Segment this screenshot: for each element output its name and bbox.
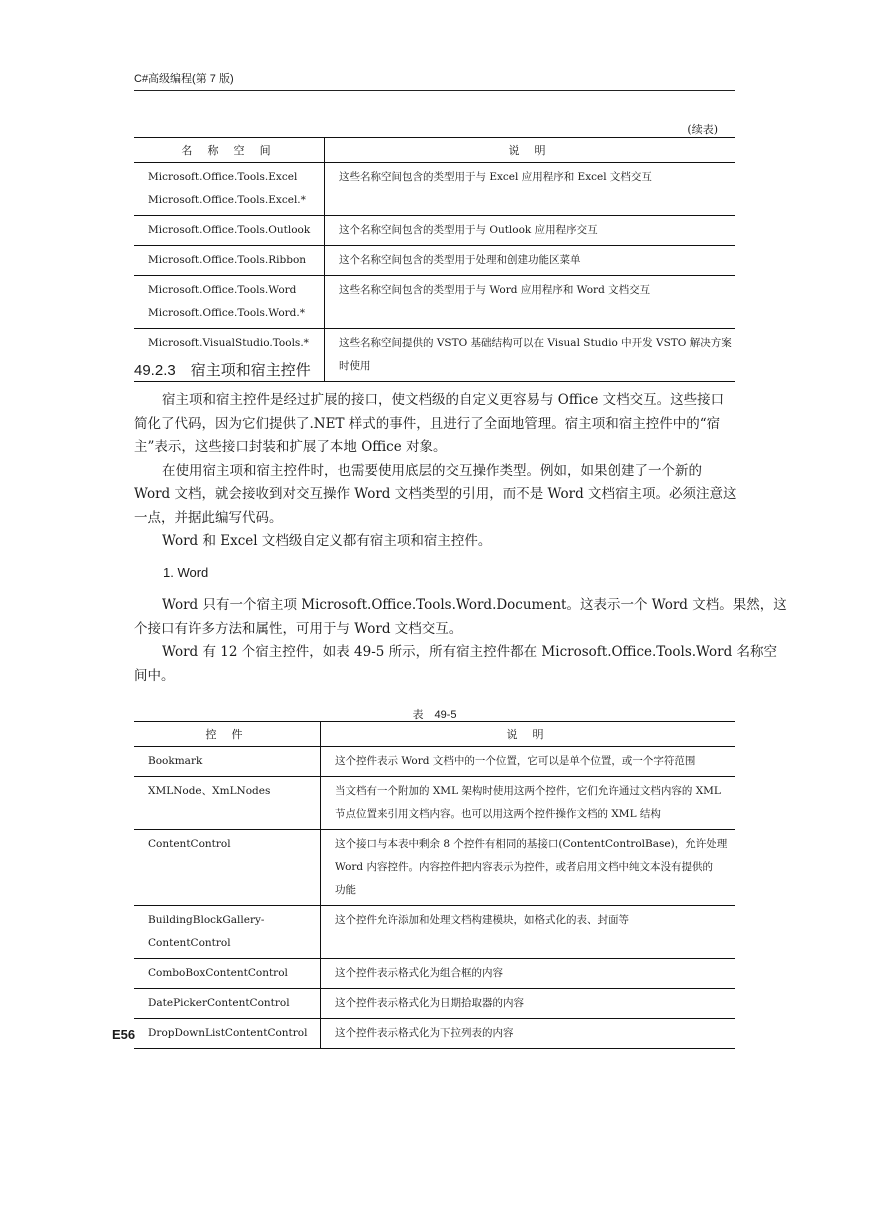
cell-line: 这些名称空间提供的 VSTO 基础结构可以在 Visual Studio 中开发 VSTO 解决方案	[339, 337, 732, 349]
table-row	[134, 830, 735, 906]
cell-line: 功能	[335, 884, 356, 896]
cell-name	[134, 959, 321, 989]
column-header-description: 说 明	[325, 138, 736, 163]
cell-line: 这个控件表示 Word 文档中的一个位置，它可以是单个位置，或一个字符范围	[335, 755, 696, 767]
paragraph-line: 主”表示，这些接口封装和扩展了本地 Office 对象。	[134, 439, 447, 455]
subsection-heading-word: 1. Word	[163, 565, 209, 580]
cell-name	[134, 989, 321, 1019]
cell-line: 这个控件表示格式化为组合框的内容	[335, 967, 503, 979]
cell-description	[321, 989, 736, 1019]
cell-description	[325, 216, 736, 246]
host-control-table	[134, 721, 735, 1049]
cell-description	[325, 163, 736, 216]
paragraph-line: Word 文档，就会接收到对交互操作 Word 文档类型的引用，而不是 Word 文档宿主项。必须注意这	[134, 486, 737, 502]
cell-description	[325, 329, 736, 382]
cell-description	[321, 747, 736, 777]
cell-line: ContentControl	[148, 838, 231, 850]
cell-line: BuildingBlockGallery-	[148, 914, 265, 926]
cell-line: XMLNode、XmLNodes	[148, 785, 271, 797]
table-row	[134, 747, 735, 777]
cell-description	[321, 959, 736, 989]
paragraph-line: 宿主项和宿主控件是经过扩展的接口，使文档级的自定义更容易与 Office 文档交互。这些接口	[162, 392, 725, 408]
cell-line: 时使用	[339, 360, 371, 372]
paragraph-line: Word 只有一个宿主项 Microsoft.Office.Tools.Word.Document。这表示一个 Word 文档。果然，这	[162, 597, 787, 613]
table-row	[134, 959, 735, 989]
header-rule	[134, 90, 735, 91]
paragraph-line: 间中。	[134, 667, 175, 684]
cell-name	[134, 216, 325, 246]
cell-description	[325, 276, 736, 329]
table-row	[134, 216, 735, 246]
namespace-table	[134, 137, 735, 382]
cell-description	[321, 1019, 736, 1049]
cell-description	[321, 830, 736, 906]
cell-line: Word 内容控件。内容控件把内容表示为控件，或者启用文档中纯文本没有提供的	[335, 861, 713, 873]
cell-line: Microsoft.Office.Tools.Word.*	[148, 307, 305, 319]
cell-line: ContentControl	[148, 937, 231, 949]
cell-description	[325, 246, 736, 276]
paragraph-line: Word 和 Excel 文档级自定义都有宿主项和宿主控件。	[162, 533, 492, 549]
cell-line: DropDownListContentControl	[148, 1027, 308, 1039]
cell-line: 节点位置来引用文档内容。也可以用这两个控件操作文档的 XML 结构	[335, 808, 661, 820]
cell-line: Microsoft.Office.Tools.Excel	[148, 171, 298, 183]
cell-line: DatePickerContentControl	[148, 997, 290, 1009]
running-header-title: C#高级编程(第 7 版)	[134, 73, 234, 85]
cell-name	[134, 246, 325, 276]
cell-description	[321, 906, 736, 959]
table-row	[134, 276, 735, 329]
table-row	[134, 989, 735, 1019]
paragraph-line: 在使用宿主项和宿主控件时，也需要使用底层的交互操作类型。例如，如果创建了一个新的	[162, 462, 702, 479]
cell-line: ComboBoxContentControl	[148, 967, 288, 979]
table-row	[134, 777, 735, 830]
paragraph-line: 一点，并据此编写代码。	[134, 509, 283, 526]
cell-line: 这个控件表示格式化为下拉列表的内容	[335, 1027, 514, 1039]
cell-description	[321, 777, 736, 830]
cell-line: Bookmark	[148, 755, 203, 767]
column-header-control: 控 件	[134, 722, 321, 747]
cell-line: 当文档有一个附加的 XML 架构时使用这两个控件，它们允许通过文档内容的 XML	[335, 785, 721, 797]
paragraph-line: 个接口有许多方法和属性，可用于与 Word 文档交互。	[134, 620, 463, 637]
cell-name	[134, 163, 325, 216]
cell-name	[134, 276, 325, 329]
table-caption: 表 49-5	[412, 709, 457, 721]
cell-line: 这个名称空间包含的类型用于处理和创建功能区菜单	[339, 254, 581, 266]
section-heading: 49.2.3 宿主项和宿主控件	[134, 362, 311, 379]
cell-line: 这些名称空间包含的类型用于与 Excel 应用程序和 Excel 文档交互	[339, 171, 652, 183]
cell-line: 这个控件允许添加和处理文档构建模块，如格式化的表、封面等	[335, 914, 629, 926]
cell-line: Microsoft.Office.Tools.Outlook	[148, 224, 311, 236]
cell-name	[134, 906, 321, 959]
paragraph-line: 简化了代码，因为它们提供了.NET 样式的事件，且进行了全面地管理。宿主项和宿主控件中的“宿	[134, 415, 721, 432]
column-header-namespace: 名 称 空 间	[134, 138, 325, 163]
table-row	[134, 163, 735, 216]
intro-paragraphs	[134, 389, 735, 554]
cell-line: 这个控件表示格式化为日期拾取器的内容	[335, 997, 524, 1009]
control-table-body	[134, 747, 735, 1049]
cell-name	[134, 777, 321, 830]
namespace-table-body	[134, 163, 735, 382]
table-header-row	[134, 722, 735, 747]
word-paragraphs	[134, 594, 787, 688]
table-row	[134, 1019, 735, 1049]
cell-line: 这个接口与本表中剩余 8 个控件有相同的基接口(ContentControlBase)，允许处理	[335, 838, 728, 850]
page-number: E56	[112, 1027, 136, 1042]
cell-line: Microsoft.VisualStudio.Tools.*	[148, 337, 309, 349]
column-header-description: 说 明	[321, 722, 736, 747]
table-row	[134, 246, 735, 276]
paragraph-line: Word 有 12 个宿主控件，如表 49-5 所示，所有宿主控件都在 Microsoft.Office.Tools.Word 名称空	[162, 644, 778, 660]
cell-line: Microsoft.Office.Tools.Excel.*	[148, 194, 306, 206]
continued-note: (续表)	[687, 123, 718, 136]
table-header-row	[134, 138, 735, 163]
cell-line: Microsoft.Office.Tools.Word	[148, 284, 297, 296]
cell-line: 这个名称空间包含的类型用于与 Outlook 应用程序交互	[339, 224, 598, 236]
cell-name	[134, 1019, 321, 1049]
table-row	[134, 906, 735, 959]
cell-line: 这些名称空间包含的类型用于与 Word 应用程序和 Word 文档交互	[339, 284, 651, 296]
cell-name	[134, 747, 321, 777]
cell-name	[134, 830, 321, 906]
cell-line: Microsoft.Office.Tools.Ribbon	[148, 254, 307, 266]
